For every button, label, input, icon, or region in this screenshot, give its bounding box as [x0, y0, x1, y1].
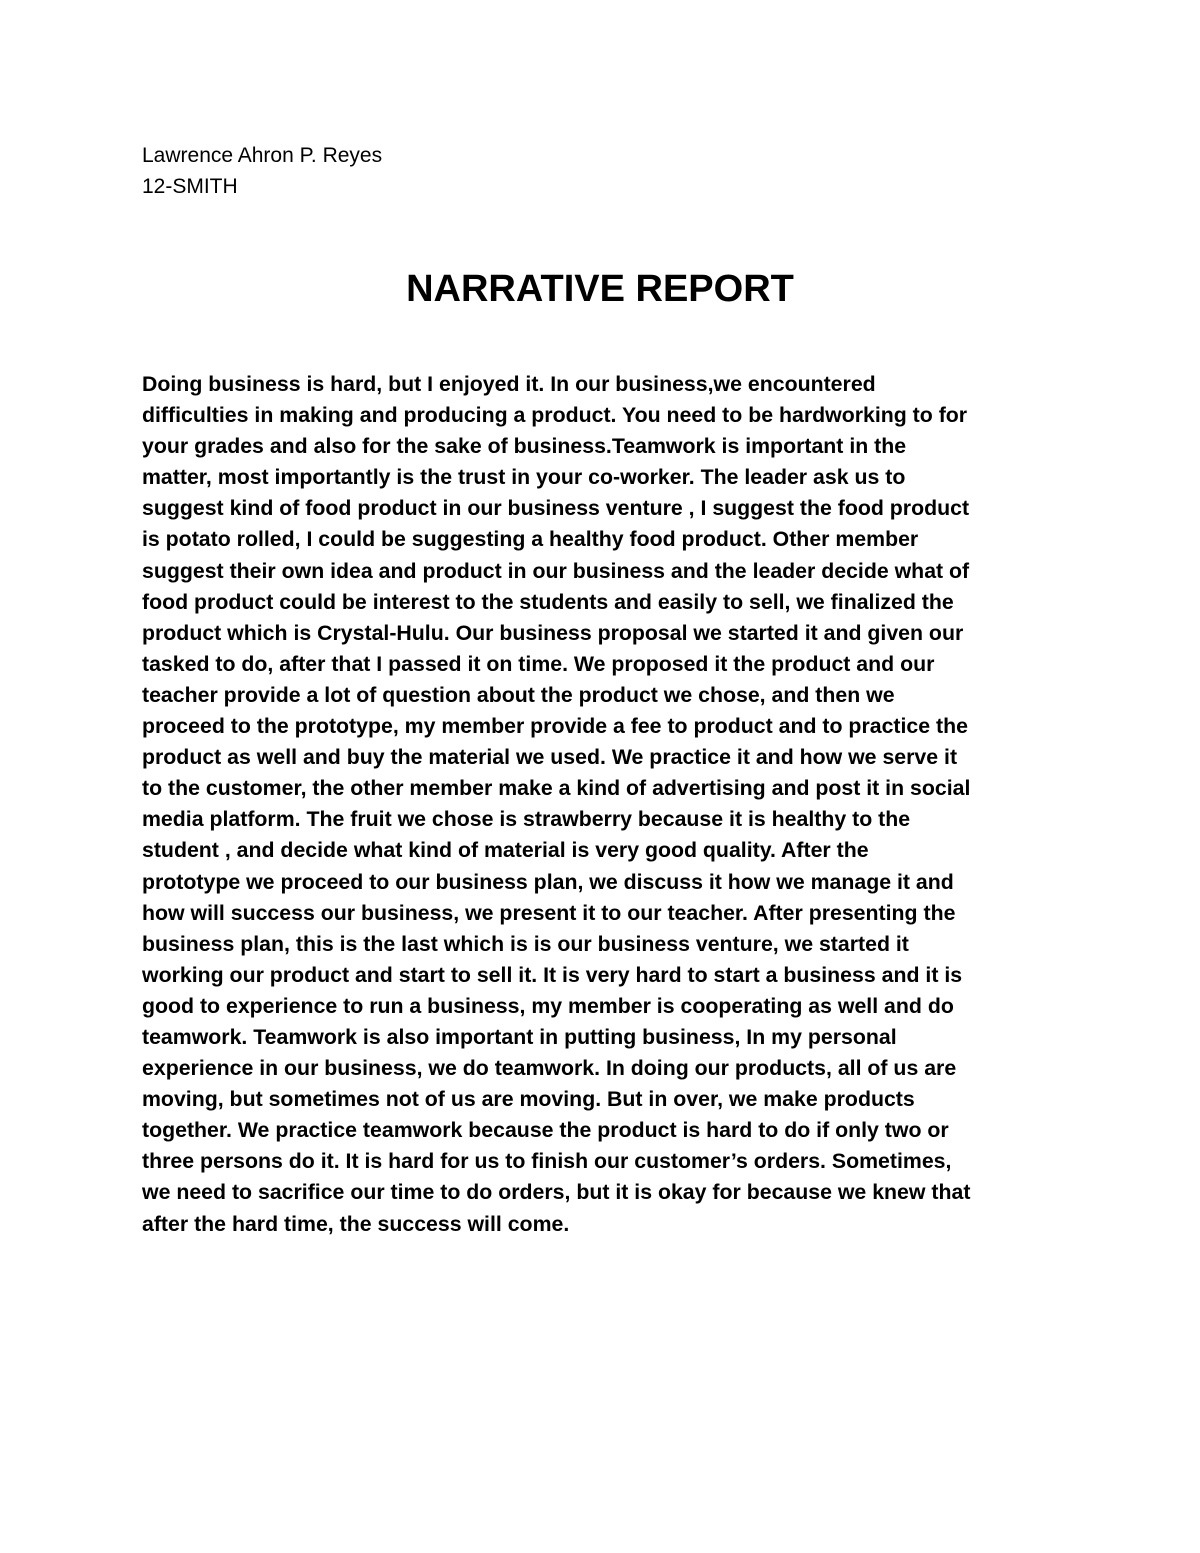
body-line: prototype we proceed to our business plan, we discuss it how we manage it and	[142, 869, 954, 894]
body-line: good to experience to run a business, my member is cooperating as well and do	[142, 993, 954, 1018]
body-line: Doing business is hard, but I enjoyed it. In our business,we encountered	[142, 372, 876, 396]
body-line: media platform. The fruit we chose is strawberry because it is healthy to the	[142, 807, 911, 832]
body-line: teacher provide a lot of question about the product we chose, and then we	[142, 682, 895, 707]
body-line: suggest kind of food product in our business venture , I suggest the food product	[142, 496, 970, 521]
body-line: working our product and start to sell it. It is very hard to start a business and it is	[142, 962, 963, 987]
body-line: food product could be interest to the students and easily to sell, we finalized the	[142, 589, 954, 614]
body-line: business plan, this is the last which is is our business venture, we started it	[142, 931, 909, 956]
body-line: proceed to the prototype, my member provide a fee to product and to practice the	[142, 714, 968, 739]
body-line: after the hard time, the success will come.	[142, 1211, 570, 1236]
body-line: matter, most importantly is the trust in your co-worker. The leader ask us to	[142, 465, 906, 490]
body-line: we need to sacrifice our time to do orders, but it is okay for because we knew that	[142, 1180, 971, 1205]
body-line: student , and decide what kind of material is very good quality. After the	[142, 838, 869, 863]
body-line: three persons do it. It is hard for us to finish our customer’s orders. Sometimes,	[142, 1149, 952, 1174]
body-line: your grades and also for the sake of business.Teamwork is important in the	[142, 434, 907, 459]
body-line: moving, but sometimes not of us are moving. But in over, we make products	[142, 1087, 915, 1112]
body-line: product which is Crystal-Hulu. Our business proposal we started it and given our	[142, 620, 964, 645]
body-line: is potato rolled, I could be suggesting a healthy food product. Other member	[142, 527, 919, 552]
body-line: teamwork. Teamwork is also important in putting business, In my personal	[142, 1024, 897, 1049]
body-line: together. We practice teamwork because the product is hard to do if only two or	[142, 1118, 949, 1143]
body-line: product as well and buy the material we used. We practice it and how we serve it	[142, 745, 958, 770]
body-line: tasked to do, after that I passed it on time. We proposed it the product and our	[142, 651, 935, 676]
body-line: experience in our business, we do teamwork. In doing our products, all of us are	[142, 1056, 957, 1081]
body-line: suggest their own idea and product in our business and the leader decide what of	[142, 558, 970, 583]
report-body	[142, 369, 1082, 1240]
class-section: 12-SMITH	[142, 175, 238, 198]
body-line: how will success our business, we present it to our teacher. After presenting the	[142, 900, 956, 925]
document-title: NARRATIVE REPORT	[406, 268, 794, 310]
author-name: Lawrence Ahron P. Reyes	[142, 144, 383, 167]
body-line: to the customer, the other member make a kind of advertising and post it in social	[142, 776, 971, 801]
body-line: difficulties in making and producing a product. You need to be hardworking to for	[142, 403, 968, 428]
